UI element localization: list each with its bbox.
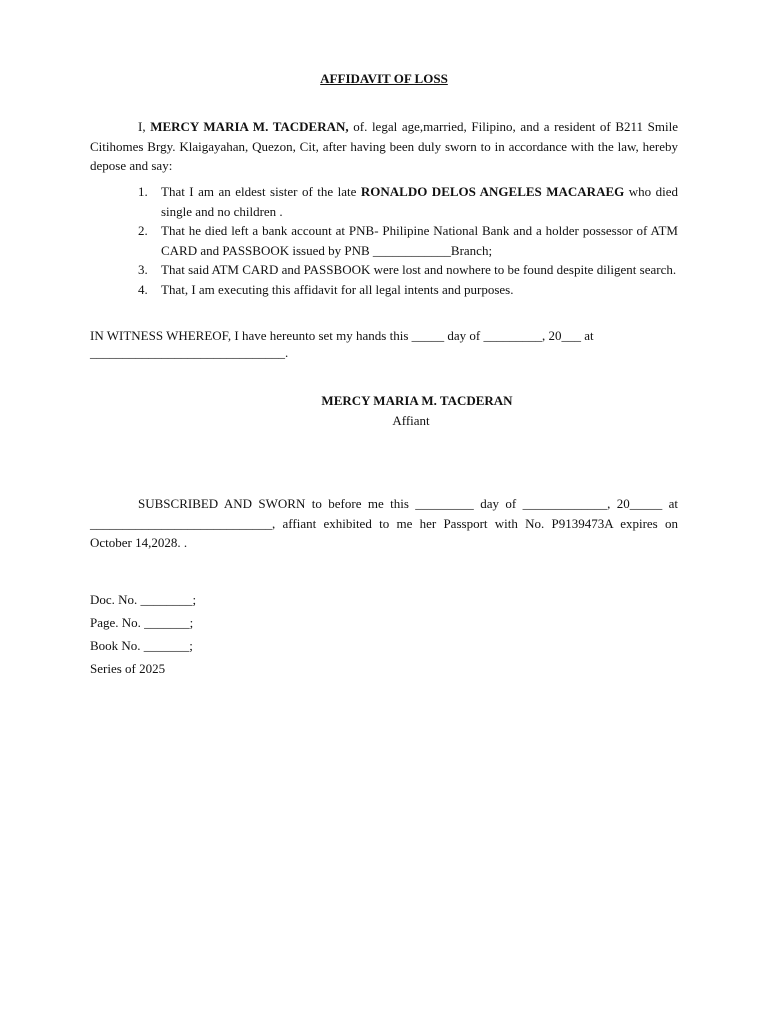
deposition-list	[90, 182, 678, 299]
intro-paragraph	[90, 117, 678, 176]
document-title: AFFIDAVIT OF LOSS	[320, 71, 448, 86]
list-item	[90, 182, 678, 221]
page-number: Page. No. _______;	[90, 615, 194, 630]
list-item	[90, 221, 678, 260]
affiant-name-intro: MERCY MARIA M. TACDERAN,	[150, 119, 349, 134]
notarial-details	[90, 588, 196, 680]
item-text-after: who died single and no children .	[161, 184, 678, 219]
item-number: 3.	[138, 262, 148, 277]
item-text: That, I am executing this affidavit for all legal intents and purposes.	[161, 281, 514, 297]
signature-name: MERCY MARIA M. TACDERAN	[321, 393, 513, 408]
witness-clause-line2: ______________________________.	[90, 345, 289, 360]
deceased-name: RONALDO DELOS ANGELES MACARAEG	[360, 184, 625, 199]
intro-text: of. legal age,married, Filipino, and a resident of B211 Smile Citihomes Brgy. Klaigayahan, Quezon, Cit, after having been duly sworn to in accordance with the law, hereby depose and say:	[90, 119, 678, 173]
jurat-paragraph: SUBSCRIBED AND SWORN to before me this _________ day of _____________, 20_____ at ____________________________, affiant exhibited to me her Passport with No. P9139473A expires on October 14,2028. .	[90, 496, 678, 550]
doc-number: Doc. No. ________;	[90, 592, 197, 607]
item-number: 4.	[138, 281, 148, 297]
intro-prefix: I,	[138, 119, 151, 134]
list-item	[90, 280, 678, 300]
list-item	[90, 260, 678, 280]
series-year: Series of 2025	[90, 661, 166, 676]
book-number: Book No. _______;	[90, 638, 193, 653]
item-number: 1.	[138, 184, 148, 199]
item-text: That he died left a bank account at PNB- Philipine National Bank and a holder possessor of ATM CARD and PASSBOOK issued by PNB ____________Branch;	[161, 223, 678, 258]
item-number: 2.	[138, 223, 148, 238]
item-text: That I am an eldest sister of the late	[161, 184, 361, 199]
signature-role: Affiant	[392, 413, 430, 428]
item-text: That said ATM CARD and PASSBOOK were lost and nowhere to be found despite diligent search.	[161, 262, 677, 277]
witness-clause: IN WITNESS WHEREOF, I have hereunto set my hands this _____ day of _________, 20___ at	[90, 328, 594, 343]
